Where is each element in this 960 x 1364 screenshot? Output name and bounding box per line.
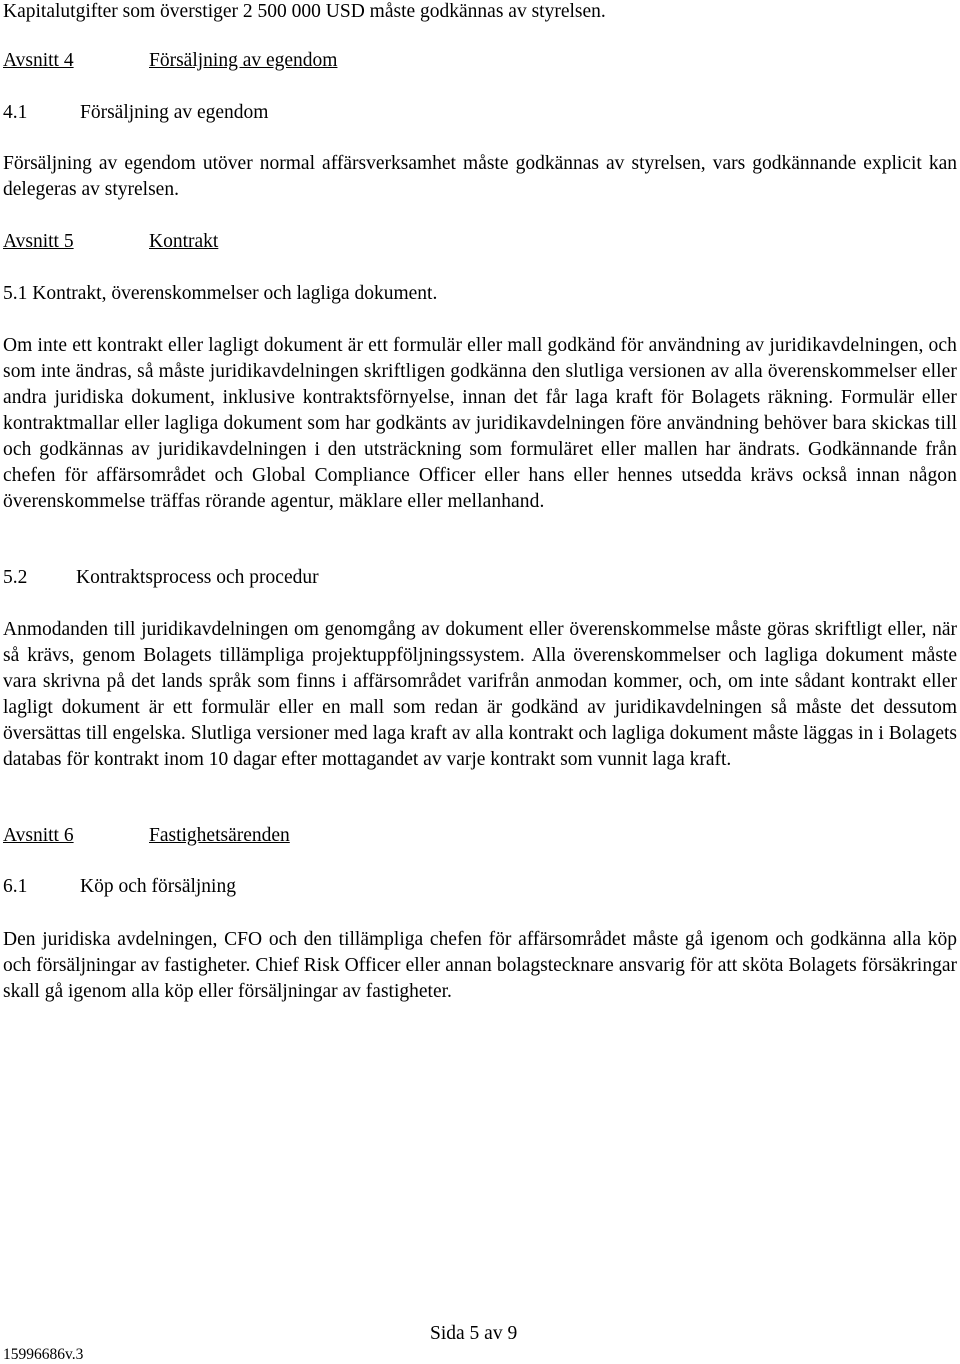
subsection-6-1-number: 6.1 <box>3 876 28 897</box>
section-5-label: Avsnitt 5 <box>3 231 74 252</box>
section-4-label: Avsnitt 4 <box>3 50 74 71</box>
subsection-5-1-heading: 5.1 Kontrakt, överenskommelser och lagliga dokument. <box>3 283 438 304</box>
subsection-5-1-body: Om inte ett kontrakt eller lagligt dokument är ett formulär eller mall godkänd för användning av juridikavdelningen, och som inte ändras, så måste juridikavdelningen skriftligen godkänna den slutliga versionen av alla överenskommelser eller andra juridiska dokument, inklusive kontraktsförnyelse, innan det får laga kraft för Bolagets räkning. Formulär eller kontraktmallar eller lagliga dokument som har godkänts av juridikavdelningen före användning behöver bara skickas till och godkännas av juridikavdelningen i den utsträckning som formuläret eller mallen har ändrats. Godkännande från chefen för affärsområdet och Global Compliance Officer eller hans eller hennes utsedda krävs också innan någon överenskommelse träffas rörande agentur, mäklare eller mellanhand. <box>3 335 957 512</box>
subsection-6-1-title: Köp och försäljning <box>80 876 236 897</box>
section-4-title: Försäljning av egendom <box>149 50 338 71</box>
document-id: 15996686v.3 <box>3 1346 84 1363</box>
capital-expenditure-line: Kapitalutgifter som överstiger 2 500 000 USD måste godkännas av styrelsen. <box>3 1 606 22</box>
subsection-4-1-title: Försäljning av egendom <box>80 102 269 123</box>
subsection-5-2-body: Anmodanden till juridikavdelningen om genomgång av dokument eller överenskommelse måste göras skriftligt eller, när så krävs, genom Bolagets tillämpliga projektuppföljningssystem. Alla överenskommelser och lagliga dokument måste vara skrivna på det lands språk som finns i affärsområdet varifrån anmodan kommer, och, om inte sådant kontrakt eller lagligt dokument är ett formulär eller en mall som redan är godkänd av juridikavdelningen så måste det dessutom översättas till engelska. Slutliga versioner med laga kraft av alla kontrakt och lagliga dokument måste läggas in i Bolagets databas för kontrakt inom 10 dagar efter mottagandet av varje kontrakt som vunnit laga kraft. <box>3 619 957 770</box>
subsection-4-1-body: Försäljning av egendom utöver normal affärsverksamhet måste godkännas av styrelsen, vars godkännande explicit kan delegeras av styrelsen. <box>3 153 957 200</box>
subsection-6-1-body: Den juridiska avdelningen, CFO och den tillämpliga chefen för affärsområdet måste gå igenom och godkänna alla köp och försäljningar av fastigheter. Chief Risk Officer eller annan bolagstecknare ansvarig för att sköta Bolagets försäkringar skall gå igenom alla köp eller försäljningar av fastigheter. <box>3 929 957 1002</box>
subsection-5-2-number: 5.2 <box>3 567 28 588</box>
subsection-5-2-title: Kontraktsprocess och procedur <box>76 567 319 588</box>
section-6-label: Avsnitt 6 <box>3 825 74 846</box>
subsection-4-1-number: 4.1 <box>3 102 28 123</box>
section-5-title: Kontrakt <box>149 231 219 252</box>
page-number: Sida 5 av 9 <box>430 1323 518 1344</box>
section-6-title: Fastighetsärenden <box>149 825 290 846</box>
